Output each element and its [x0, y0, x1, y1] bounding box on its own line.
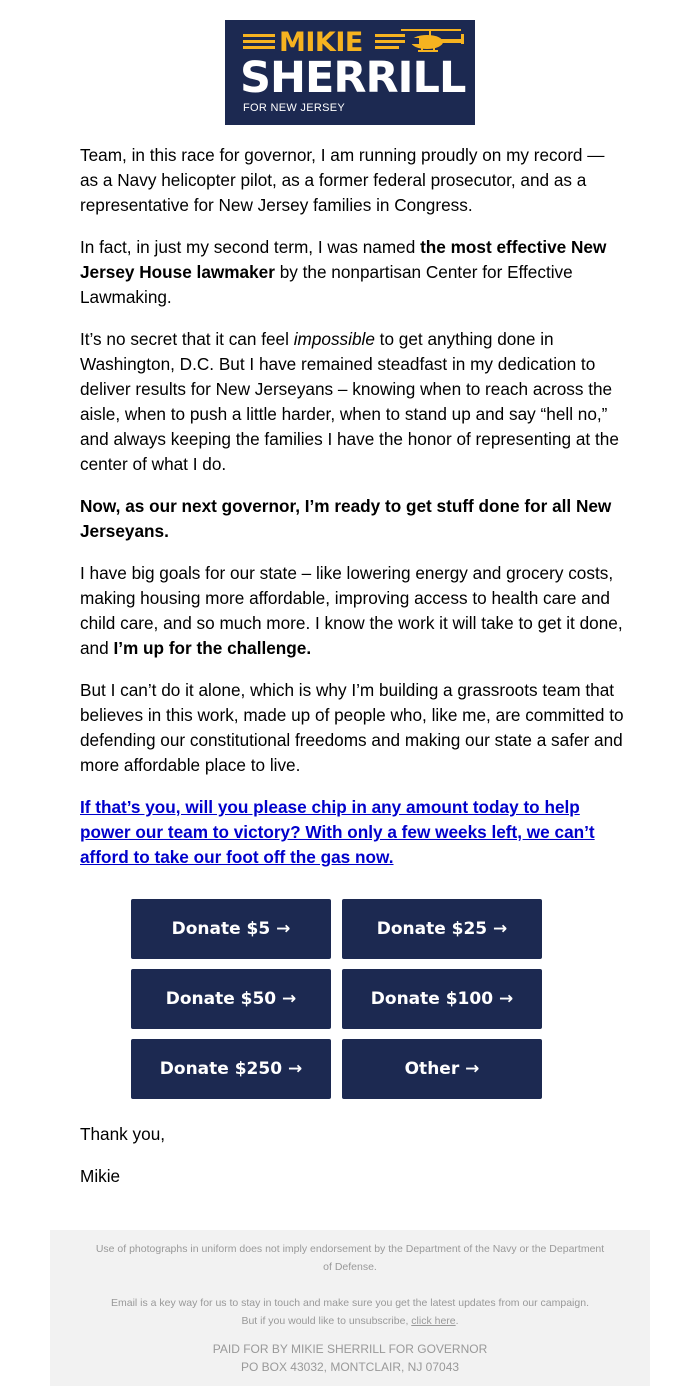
paragraph-washington [80, 327, 625, 477]
bold-segment: I’m up for the challenge. [113, 638, 312, 658]
paragraph-next-governor [80, 494, 625, 544]
text-segment: It’s no secret that it can feel [80, 329, 294, 349]
campaign-logo [225, 20, 475, 125]
text-segment: I have big goals for our state – like lowering energy and grocery costs, making housing more affordable, improving access to health care and child care, and so much more. I know the work it will take to get it done, and [80, 563, 623, 658]
donate-button-grid [131, 899, 542, 1099]
footer-unsubscribe-block [90, 1294, 610, 1330]
email-footer [50, 1230, 650, 1386]
donate-50-button[interactable]: Donate $50 → [131, 969, 331, 1029]
logo-first-name: MIKIE [279, 27, 363, 58]
donate-25-button[interactable]: Donate $25 → [342, 899, 542, 959]
donate-other-button[interactable]: Other → [342, 1039, 542, 1099]
unsubscribe-link[interactable]: click here [411, 1315, 456, 1327]
text-segment: . [455, 1315, 459, 1327]
footer-unsubscribe-line [90, 1312, 610, 1330]
donate-cta-link[interactable]: If that’s you, will you please chip in any amount today to help power our team to victory? With only a few weeks left, we can’t afford to take our foot off the gas now. [80, 797, 595, 867]
paid-for-line: PAID FOR BY MIKIE SHERRILL FOR GOVERNOR [212, 1342, 488, 1356]
closing-signature: Mikie [80, 1166, 121, 1186]
text-segment: But if you would like to unsubscribe, [241, 1315, 412, 1327]
text-segment: by the nonpartisan Center for Effective Lawmaking. [80, 262, 573, 307]
helicopter-icon [401, 29, 464, 52]
donate-100-button[interactable]: Donate $100 → [342, 969, 542, 1029]
closing-thanks: Thank you, [80, 1124, 166, 1144]
paragraph-cta [80, 795, 625, 870]
logo-tagline: FOR NEW JERSEY [243, 102, 345, 114]
italic-segment: impossible [293, 329, 375, 349]
paragraph-intro: Team, in this race for governor, I am running proudly on my record — as a Navy helicopter pilot, as a former federal prosecutor, and as a representative for New Jersey families in Congress. [80, 145, 605, 215]
paragraph-grassroots: But I can’t do it alone, which is why I’m building a grassroots team that believes in this work, made up of people who, like me, are committed to defending our constitutional freedoms and making our state a safer and more affordable place to live. [80, 680, 624, 775]
donate-250-button[interactable]: Donate $250 → [131, 1039, 331, 1099]
paragraph-goals [80, 561, 625, 661]
footer-paid-for [50, 1340, 650, 1376]
bold-segment: the most effective New Jersey House lawmaker [80, 237, 607, 282]
text-segment: to get anything done in Washington, D.C. But I have remained steadfast in my dedication to deliver results for New Jerseyans – knowing when to reach across the aisle, when to push a little harder, when to stand up and say “hell no,” and always keeping the families I have the honor of representing at the center of what I do. [80, 329, 619, 474]
text-segment: In fact, in just my second term, I was named [80, 237, 421, 257]
donate-5-button[interactable]: Donate $5 → [131, 899, 331, 959]
footer-email-note: Email is a key way for us to stay in touch and make sure you get the latest updates from our campaign. [111, 1297, 589, 1309]
email-closing [80, 1122, 625, 1206]
bold-segment: Now, as our next governor, I’m ready to get stuff done for all New Jerseyans. [80, 496, 612, 541]
email-body [80, 143, 625, 887]
footer-disclaimer: Use of photographs in uniform does not imply endorsement by the Department of the Navy or the Department of Defense. [95, 1243, 605, 1273]
paragraph-effective-lawmaker [80, 235, 625, 310]
logo-last-name: SHERRILL [240, 53, 466, 103]
mailing-address: PO BOX 43032, MONTCLAIR, NJ 07043 [240, 1360, 460, 1374]
